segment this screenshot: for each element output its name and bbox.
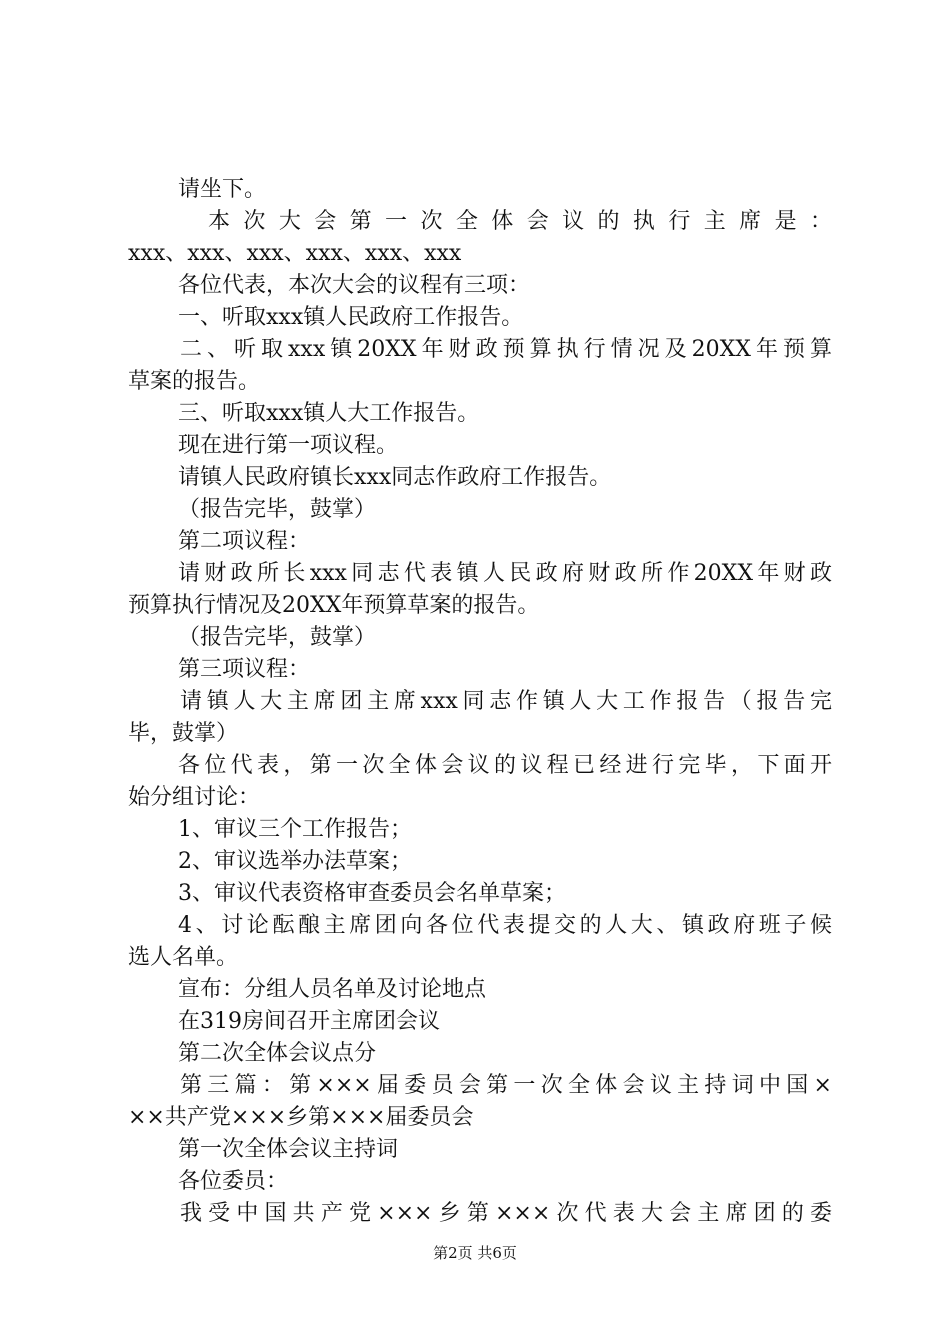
paragraph-line: 第一次全体会议主持词 (178, 1137, 399, 1162)
paragraph-line: 1、审议三个工作报告； (178, 817, 412, 842)
paragraph-line: 4、讨论酝酿主席团向各位代表提交的人大、镇政府班子候 (178, 913, 832, 938)
paragraph-line: （报告完毕，鼓掌） (178, 497, 377, 522)
paragraph-line: 草案的报告。 (128, 369, 261, 394)
paragraph-line: 选人名单。 (128, 945, 239, 970)
paragraph-line: xxx、xxx、xxx、xxx、xxx、xxx (128, 241, 462, 266)
paragraph-line: 3、审议代表资格审查委员会名单草案； (178, 881, 566, 906)
paragraph-line: ××共产党×××乡第×××届委员会 (128, 1105, 474, 1130)
paragraph-line: 2、审议选举办法草案； (178, 849, 412, 874)
paragraph-line: 第三篇：第×××届委员会第一次全体会议主持词中国× (180, 1073, 832, 1098)
paragraph-line: 预算执行情况及20XX年预算草案的报告。 (128, 593, 540, 618)
paragraph-line: 请坐下。 (178, 177, 267, 202)
paragraph-line: 始分组讨论： (128, 785, 261, 810)
paragraph-line: 各位委员： (178, 1169, 289, 1194)
paragraph-line: 二、听取xxx镇20XX年财政预算执行情况及20XX年预算 (180, 337, 832, 362)
paragraph-line: 请镇人民政府镇长xxx同志作政府工作报告。 (178, 465, 612, 490)
paragraph-line: 本次大会第一次全体会议的执行主席是： (208, 209, 832, 234)
paragraph-line: 在319房间召开主席团会议 (178, 1009, 440, 1034)
paragraph-line: （报告完毕，鼓掌） (178, 625, 377, 650)
paragraph-line: 各位代表，第一次全体会议的议程已经进行完毕，下面开 (178, 753, 832, 778)
paragraph-line: 现在进行第一项议程。 (178, 433, 399, 458)
paragraph-line: 宣布：分组人员名单及讨论地点 (178, 977, 487, 1002)
paragraph-line: 毕，鼓掌） (128, 721, 239, 746)
paragraph-line: 第二项议程： (178, 529, 311, 554)
paragraph-line: 三、听取xxx镇人大工作报告。 (178, 401, 480, 426)
paragraph-line: 一、听取xxx镇人民政府工作报告。 (178, 305, 524, 330)
paragraph-line: 各位代表，本次大会的议程有三项： (178, 273, 531, 298)
paragraph-line: 第三项议程： (178, 657, 311, 682)
page-number-footer: 第2页 共6页 (433, 1244, 517, 1262)
paragraph-line: 我受中国共产党×××乡第×××次代表大会主席团的委 (180, 1201, 832, 1226)
document-body (128, 174, 832, 1230)
paragraph-line: 请财政所长xxx同志代表镇人民政府财政所作20XX年财政 (178, 561, 832, 586)
paragraph-line: 第二次全体会议点分 (178, 1041, 377, 1066)
paragraph-line: 请镇人大主席团主席xxx同志作镇人大工作报告（报告完 (180, 689, 832, 714)
